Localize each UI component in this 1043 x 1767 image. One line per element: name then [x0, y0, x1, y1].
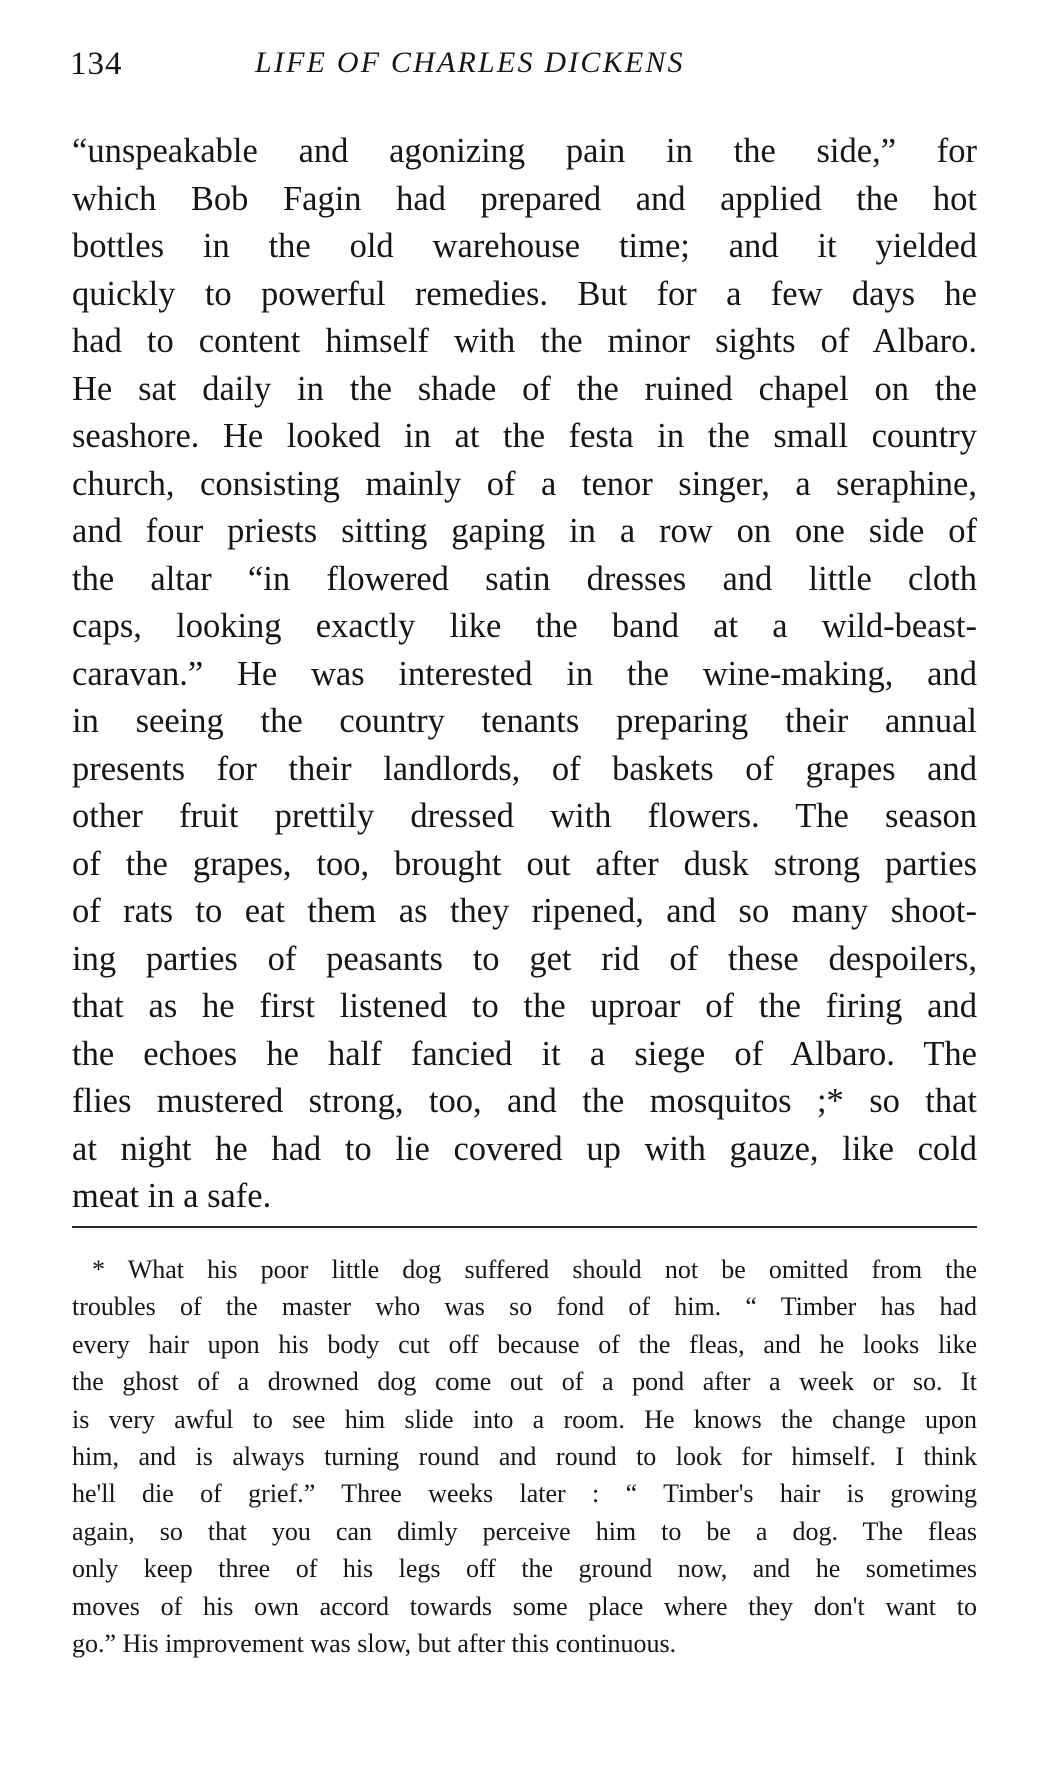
body-line: quickly to powerful remedies. But for a few days he	[72, 274, 977, 313]
page-number: 134	[70, 46, 123, 82]
footnote-line: again, so that you can dimly perceive him to be a dog. The fleas	[72, 1516, 977, 1546]
body-line: seashore. He looked in at the festa in the small country	[72, 417, 977, 455]
running-title: LIFE OF CHARLES DICKENS	[255, 46, 685, 79]
body-line: and four priests sitting gaping in a row on one side of	[72, 512, 977, 550]
footnote-line: the ghost of a drowned dog come out of a pond after a week or so. It	[72, 1367, 977, 1397]
footnote-line: * What his poor little dog suffered should not be omitted from the	[92, 1255, 977, 1284]
body-line: the echoes he half fancied it a siege of Albaro. The	[72, 1034, 977, 1073]
body-line: bottles in the old warehouse time; and it yielded	[72, 227, 977, 265]
body-line: church, consisting mainly of a tenor singer, a seraphine,	[72, 464, 977, 503]
body-line: “unspeakable and agonizing pain in the side,” for	[72, 132, 977, 170]
footnote-line: moves of his own accord towards some place where they don't want to	[72, 1591, 977, 1621]
body-line: ing parties of peasants to get rid of these despoilers,	[72, 939, 977, 978]
body-paragraph	[72, 128, 977, 1221]
body-line: meat in a safe.	[72, 1177, 272, 1215]
footnote-line: go.” His improvement was slow, but after this continuous.	[72, 1628, 677, 1658]
body-line: that as he first listened to the uproar of the firing and	[72, 987, 977, 1025]
body-line: of the grapes, too, brought out after dusk strong parties	[72, 844, 977, 883]
body-line: He sat daily in the shade of the ruined chapel on the	[72, 369, 977, 408]
body-line: flies mustered strong, too, and the mosquitos ;* so that	[72, 1082, 977, 1120]
footnote	[72, 1251, 977, 1662]
body-line: other fruit prettily dressed with flowers. The season	[72, 797, 977, 835]
footnote-line: him, and is always turning round and round to look for himself. I think	[72, 1441, 977, 1471]
footnote-rule	[72, 1226, 977, 1228]
body-line: caps, looking exactly like the band at a wild-beast-	[72, 607, 977, 645]
body-line: which Bob Fagin had prepared and applied the hot	[72, 179, 977, 218]
body-line: had to content himself with the minor sights of Albaro.	[72, 322, 977, 360]
footnote-line: is very awful to see him slide into a room. He knows the change upon	[72, 1404, 977, 1434]
body-line: the altar “in flowered satin dresses and little cloth	[72, 559, 977, 598]
body-line: presents for their landlords, of baskets of grapes and	[72, 749, 977, 788]
body-line: caravan.” He was interested in the wine-making, and	[72, 654, 977, 693]
body-line: of rats to eat them as they ripened, and so many shoot-	[72, 892, 977, 930]
body-line: at night he had to lie covered up with gauze, like cold	[72, 1129, 977, 1168]
running-head	[70, 46, 980, 90]
footnote-line: troubles of the master who was so fond of him. “ Timber has had	[72, 1292, 977, 1322]
footnote-line: he'll die of grief.” Three weeks later : “ Timber's hair is growing	[72, 1479, 977, 1509]
footnote-line: only keep three of his legs off the ground now, and he sometimes	[72, 1554, 977, 1584]
body-line: in seeing the country tenants preparing their annual	[72, 702, 977, 740]
footnote-line: every hair upon his body cut off because of the fleas, and he looks like	[72, 1329, 977, 1359]
